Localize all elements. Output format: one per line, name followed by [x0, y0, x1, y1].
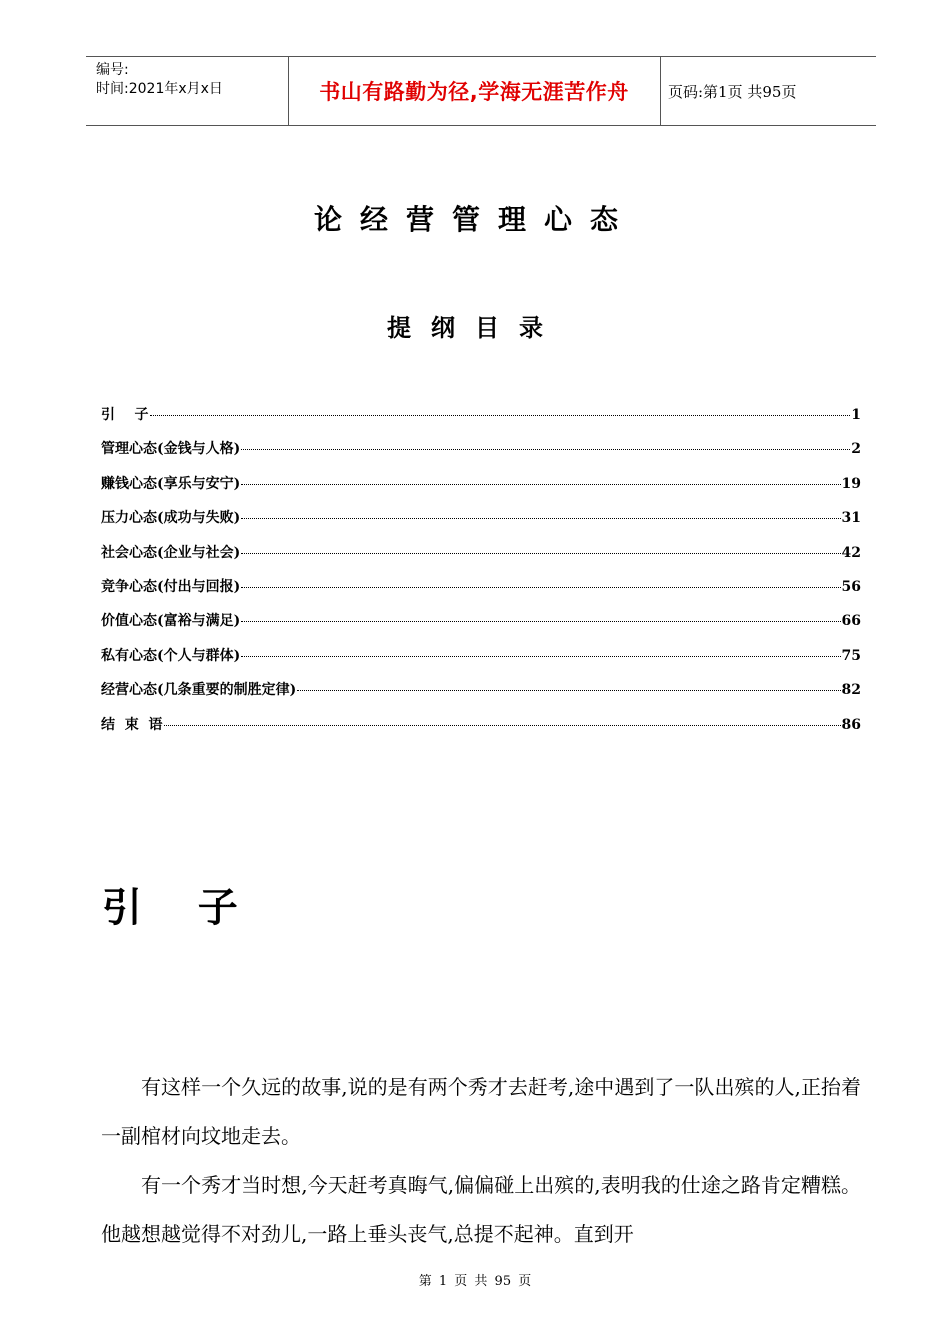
- toc-entry[interactable]: [101, 507, 861, 541]
- header-divider: [660, 57, 661, 125]
- toc-entry-page: 56: [841, 578, 861, 595]
- toc-entry-page: 66: [841, 613, 861, 630]
- toc-entry-label: 压力心态(成功与失败): [101, 510, 241, 527]
- toc-entry-page: 19: [841, 475, 861, 492]
- toc-leader-dots: [150, 415, 851, 416]
- toc-entry-label: 赚钱心态(享乐与安宁): [101, 475, 241, 492]
- document-title: 论经营管理心态: [313, 203, 636, 236]
- toc-leader-dots: [241, 656, 840, 657]
- toc-entry[interactable]: [101, 714, 861, 748]
- toc-entry-page: 1: [851, 407, 861, 423]
- page-header: [86, 56, 876, 126]
- toc-entry-page: 42: [841, 544, 861, 561]
- toc-entry-page: 31: [841, 510, 861, 527]
- toc-entry-label: 社会心态(企业与社会): [101, 544, 241, 561]
- toc-entry-label: 私有心态(个人与群体): [101, 647, 241, 664]
- header-motto: 书山有路勤为径,学海无涯苦作舟: [319, 80, 629, 104]
- body-paragraph: 有这样一个久远的故事,说的是有两个秀才去赶考,途中遇到了一队出殡的人,正抬着一副棺材向坟地走去。: [101, 1075, 861, 1148]
- header-time-label: 时间:2021年x月x日: [96, 81, 223, 97]
- toc-entry-page: 2: [851, 441, 861, 458]
- toc-entry[interactable]: [101, 610, 861, 644]
- header-number-label: 编号:: [96, 62, 129, 78]
- toc-entry[interactable]: [101, 679, 861, 713]
- toc-entry[interactable]: [101, 542, 861, 576]
- toc-entry[interactable]: [101, 576, 861, 610]
- toc-leader-dots: [297, 690, 840, 691]
- toc-entry[interactable]: [101, 404, 861, 438]
- toc-entry-label: 管理心态(金钱与人格): [101, 441, 241, 458]
- toc-leader-dots: [241, 449, 850, 450]
- toc-heading: 提纲目录: [387, 313, 563, 342]
- body-paragraph: 有一个秀才当时想,今天赶考真晦气,偏偏碰上出殡的,表明我的仕途之路肯定糟糕。他越想越觉得不对劲儿,一路上垂头丧气,总提不起神。直到开: [101, 1173, 861, 1246]
- toc-leader-dots: [241, 518, 840, 519]
- toc-entry[interactable]: [101, 645, 861, 679]
- toc-entry-page: 86: [841, 716, 861, 733]
- toc-leader-dots: [164, 725, 841, 726]
- toc-entry-label: 价值心态(富裕与满足): [101, 613, 241, 630]
- table-of-contents: [101, 404, 861, 748]
- toc-entry-label: 结 束 语: [101, 716, 163, 733]
- toc-entry-label: 竞争心态(付出与回报): [101, 578, 241, 595]
- toc-entry-page: 82: [841, 682, 861, 699]
- toc-leader-dots: [241, 621, 840, 622]
- toc-leader-dots: [241, 553, 840, 554]
- toc-leader-dots: [241, 587, 840, 588]
- section-body: [101, 1063, 861, 1259]
- toc-entry-label: 经营心态(几条重要的制胜定律): [101, 682, 297, 699]
- toc-entry-page: 75: [841, 647, 861, 664]
- toc-leader-dots: [241, 484, 840, 485]
- section-heading: 引 子: [102, 885, 238, 931]
- toc-entry[interactable]: [101, 473, 861, 507]
- header-page-info: 页码:第1页 共95页: [668, 82, 797, 101]
- header-meta: [96, 61, 223, 99]
- page-footer: 第 1 页 共 95 页: [418, 1274, 532, 1289]
- toc-entry-label: 引 子: [101, 407, 149, 423]
- toc-entry[interactable]: [101, 438, 861, 472]
